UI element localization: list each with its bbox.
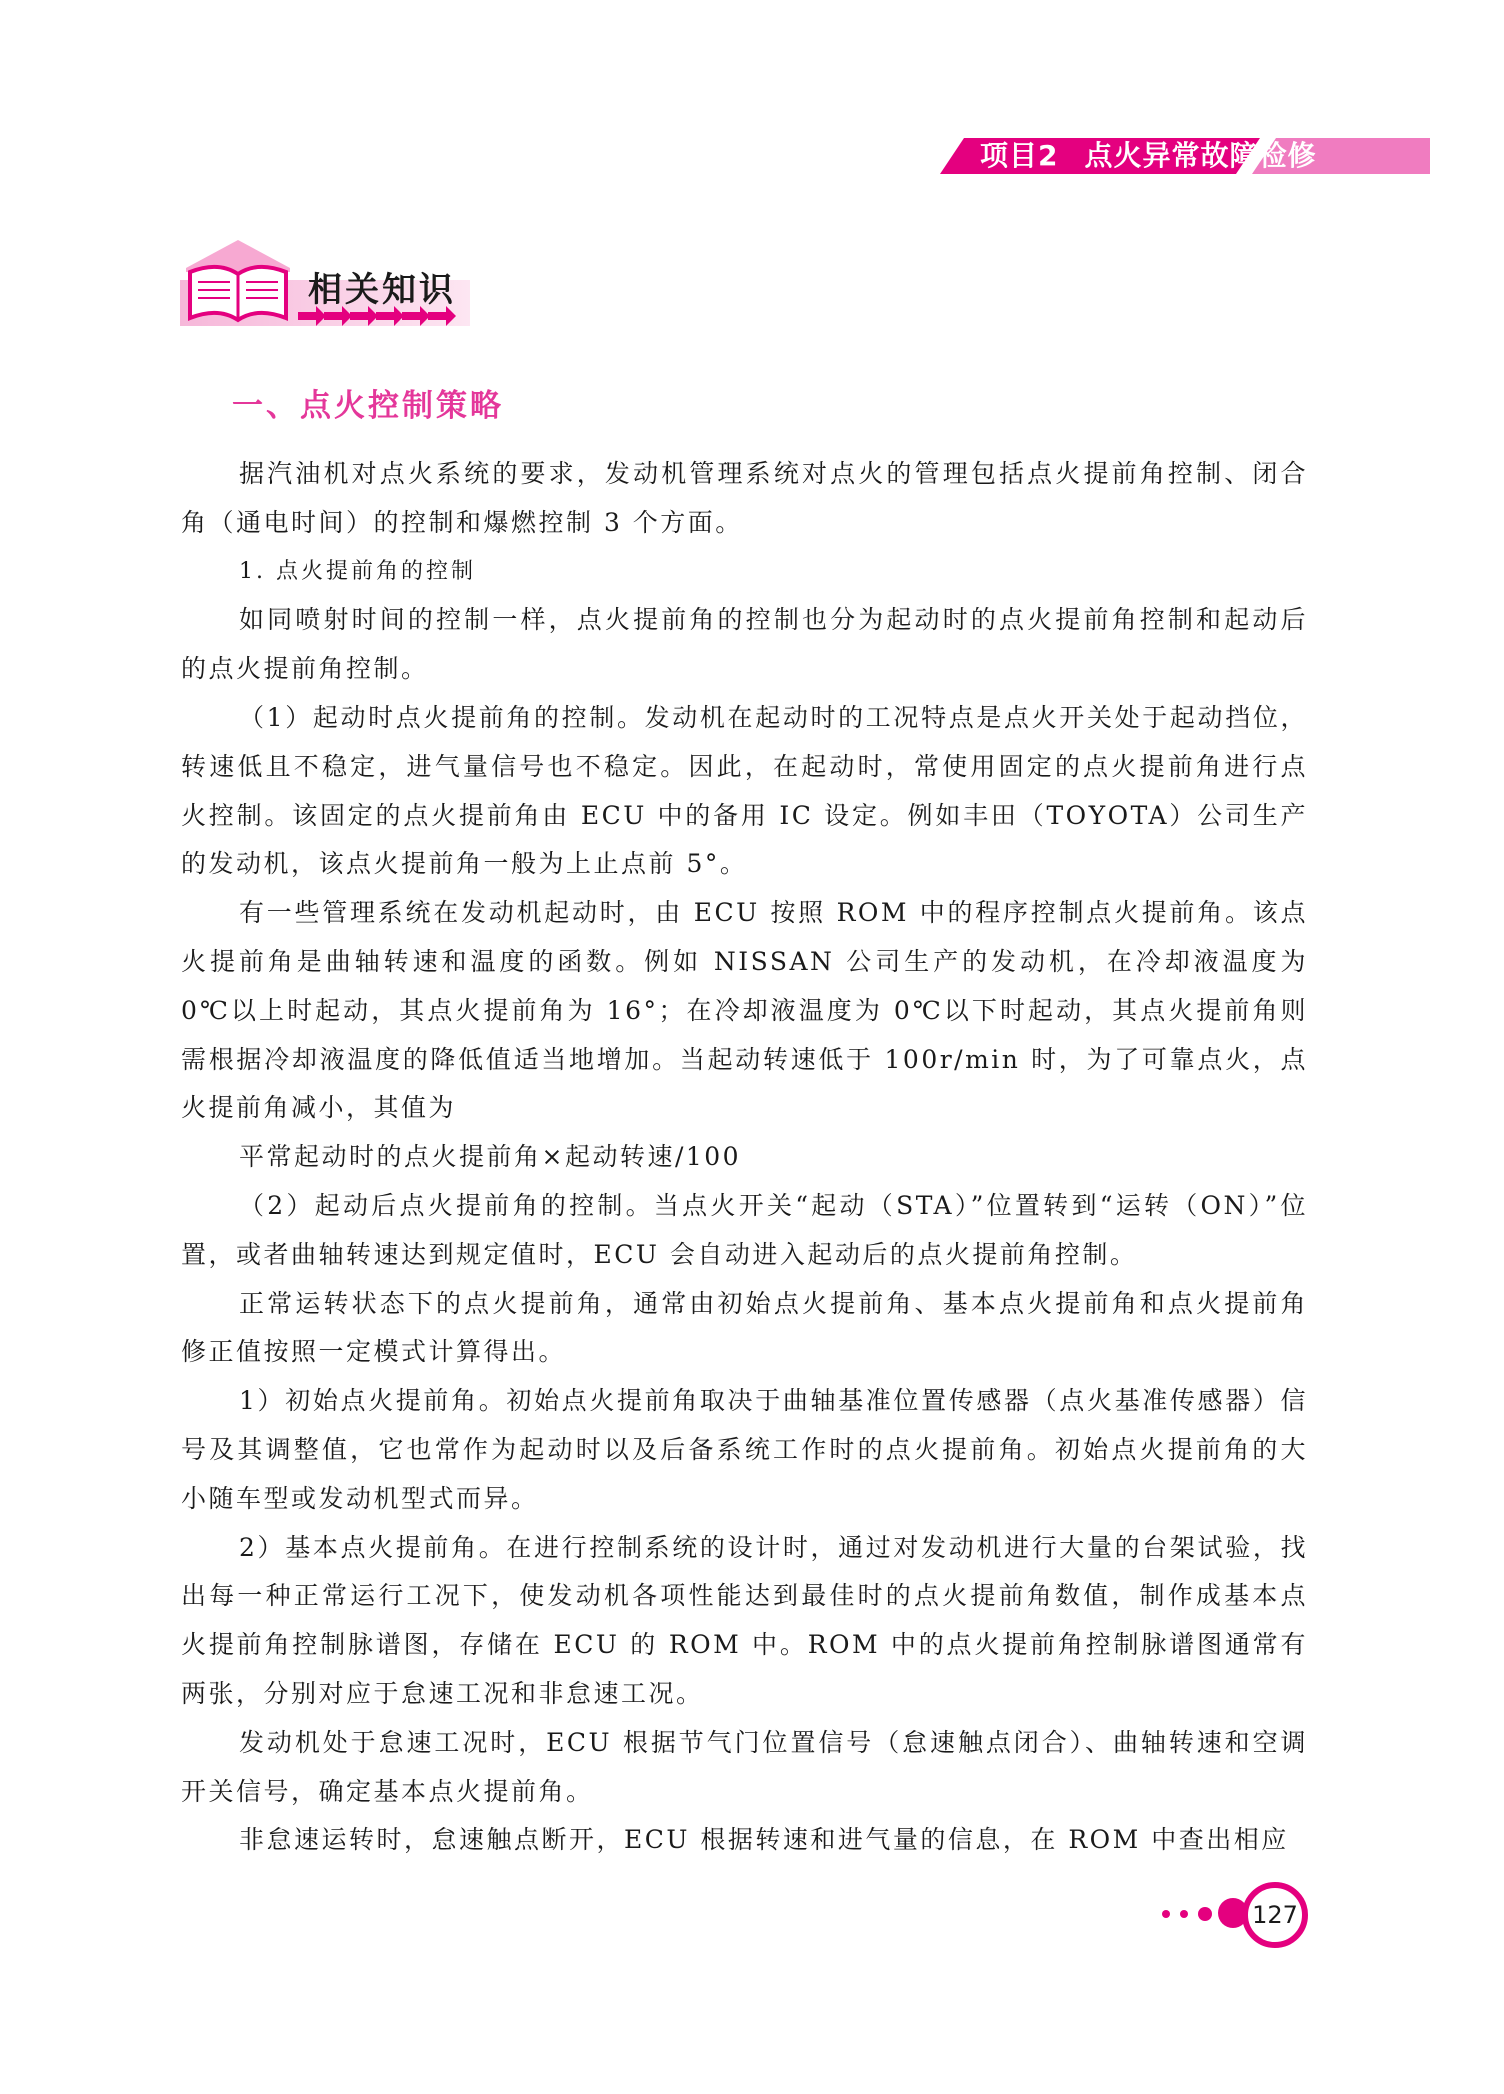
footer-dot-small	[1162, 1910, 1170, 1918]
formula-line: 平常起动时的点火提前角×起动转速/100	[239, 1142, 742, 1172]
open-book-icon	[186, 240, 290, 320]
paragraph: 有一些管理系统在发动机起动时，由 ECU 按照 ROM 中的程序控制点火提前角。该点火提前角是曲轴转速和温度的函数。例如 NISSAN 公司生产的发动机，在冷却液温度为 0℃以上时起动，其点火提前角为 16°；在冷却液温度为 0℃以下时起动，其点火提前角则需根据冷却液温度的降低值适当地增加。当起动转速低于 100r/min 时，为了可靠点火，点火提前角减小，其值为	[181, 898, 1308, 1123]
header-project: 项目2	[980, 139, 1059, 172]
paragraph: （1）起动时点火提前角的控制。发动机在起动时的工况特点是点火开关处于起动挡位，转速低且不稳定，进气量信号也不稳定。因此，在起动时，常使用固定的点火提前角进行点火控制。该固定的点火提前角由 ECU 中的备用 IC 设定。例如丰田（TOYOTA）公司生产的发动机，该点火提前角一般为上止点前 5°。	[181, 702, 1308, 879]
paragraph: 如同喷射时间的控制一样，点火提前角的控制也分为起动时的点火提前角控制和起动后的点火提前角控制。	[181, 605, 1308, 684]
footer-dot-small	[1180, 1910, 1188, 1918]
header-text	[980, 138, 1317, 174]
chapter-header-banner	[940, 138, 1430, 174]
header-title: 点火异常故障检修	[1084, 139, 1317, 172]
paragraph: 1）初始点火提前角。初始点火提前角取决于曲轴基准位置传感器（点火基准传感器）信号及其调整值，它也常作为起动时以及后备系统工作时的点火提前角。初始点火提前角的大小随车型或发动机型式而异。	[181, 1386, 1308, 1513]
page-footer	[1160, 1880, 1310, 1950]
paragraph: 发动机处于怠速工况时，ECU 根据节气门位置信号（怠速触点闭合）、曲轴转速和空调开关信号，确定基本点火提前角。	[181, 1727, 1308, 1806]
page-number: 127	[1252, 1901, 1298, 1929]
badge-label: 相关知识	[308, 270, 456, 310]
paragraph: 正常运转状态下的点火提前角，通常由初始点火提前角、基本点火提前角和点火提前角修正值按照一定模式计算得出。	[181, 1288, 1308, 1367]
paragraph: 据汽油机对点火系统的要求，发动机管理系统对点火的管理包括点火提前角控制、闭合角（通电时间）的控制和爆燃控制 3 个方面。	[181, 459, 1308, 537]
related-knowledge-badge	[180, 236, 470, 328]
paragraph: 2）基本点火提前角。在进行控制系统的设计时，通过对发动机进行大量的台架试验，找出每一种正常运行工况下，使发动机各项性能达到最佳时的点火提前角数值，制作成基本点火提前角控制脉谱图，存储在 ECU 的 ROM 中。ROM 中的点火提前角控制脉谱图通常有两张，分别对应于怠速工况和非怠速工况。	[181, 1532, 1308, 1708]
footer-dot-medium	[1198, 1907, 1212, 1921]
paragraph: （2）起动后点火提前角的控制。当点火开关“起动（STA）”位置转到“运转（ON）”位置，或者曲轴转速达到规定值时，ECU 会自动进入起动后的点火提前角控制。	[181, 1190, 1308, 1269]
subheading-ignition-advance: 1. 点火提前角的控制	[239, 558, 476, 584]
paragraph: 非怠速运转时，怠速触点断开，ECU 根据转速和进气量的信息，在 ROM 中查出相应	[239, 1825, 1289, 1855]
section-heading: 一、点火控制策略	[232, 388, 504, 424]
body-content	[181, 450, 1308, 1865]
